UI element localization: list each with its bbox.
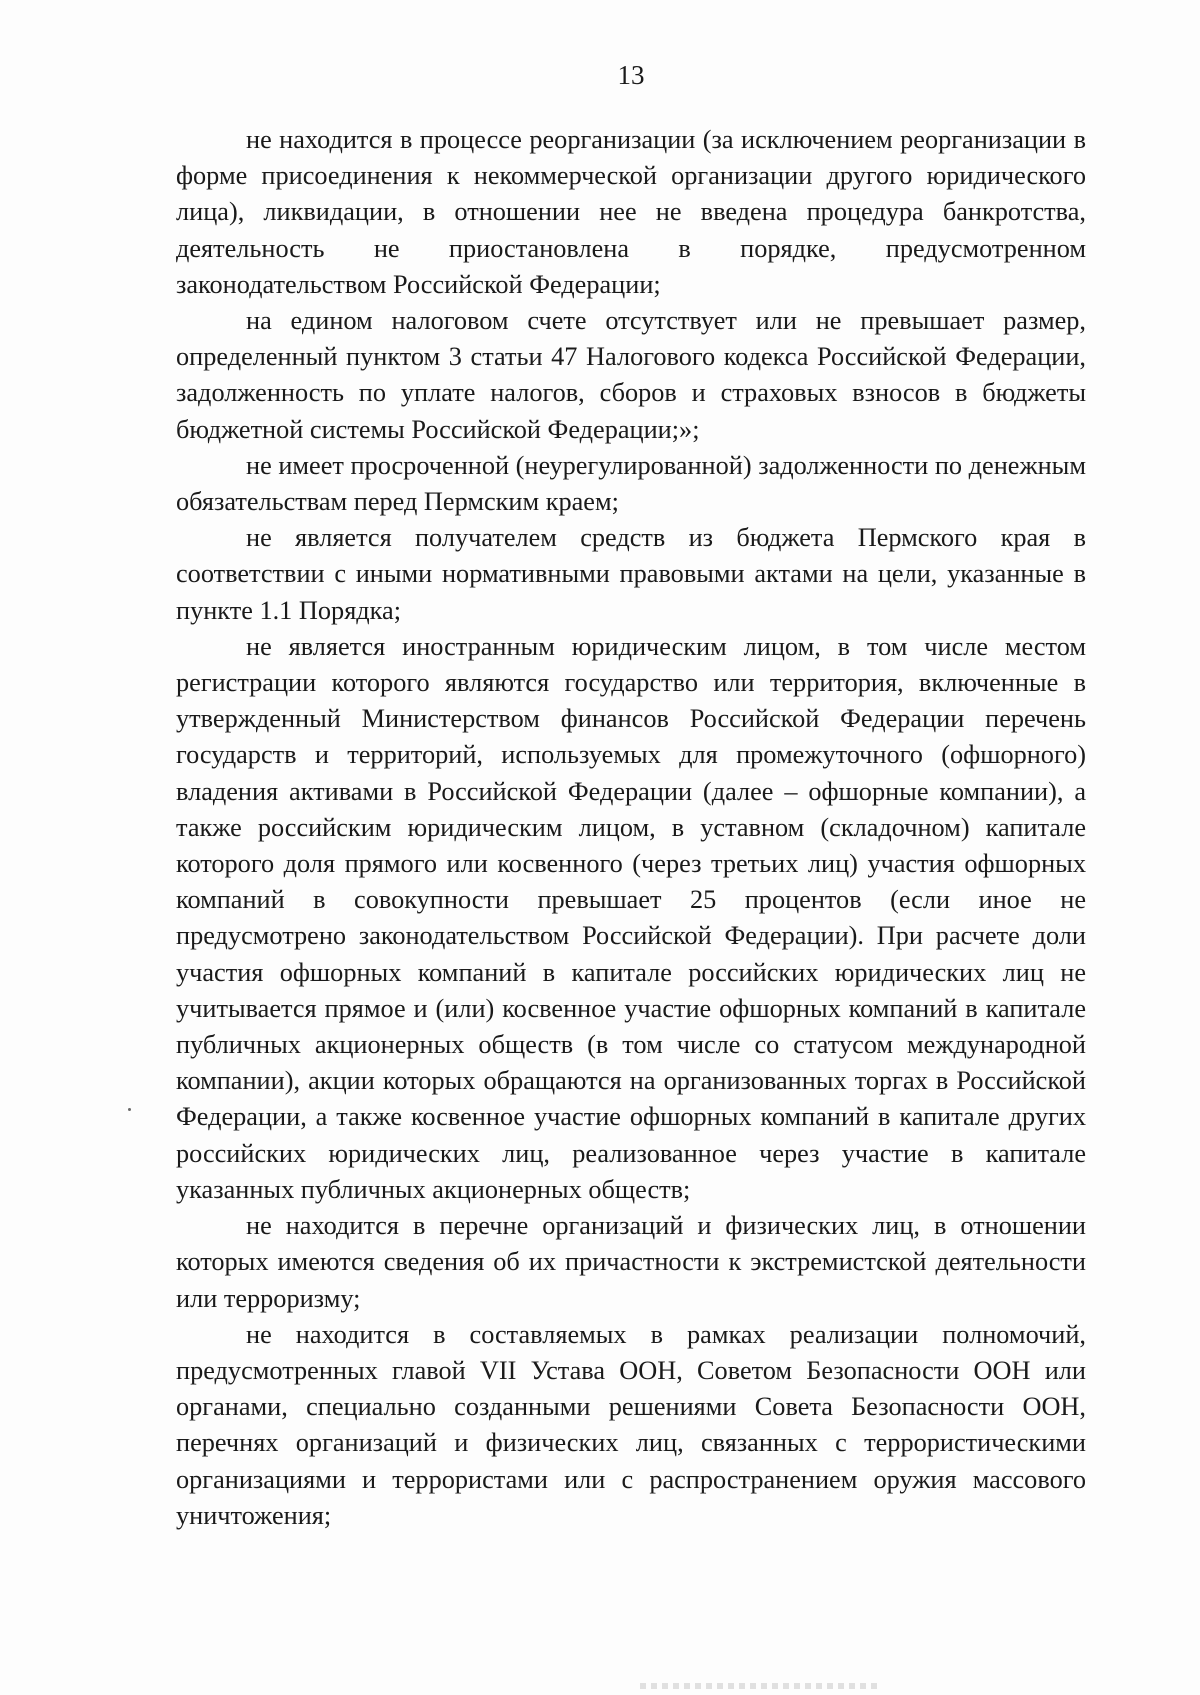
paragraph-tax-debt: на едином налоговом счете отсутствует или не превышает размер, определенный пунктом 3 статьи 47 Налогового кодекса Российской Федерации, задолженность по уплате налогов, сборов и страховых взносов в бюджеты бюджетной системы Российской Федерации;»; (176, 306, 1086, 444)
paragraph-reorganization: не находится в процессе реорганизации (за исключением реорганизации в форме присоединения к некоммерческой организации другого юридического лица), ликвидации, в отношении нее не введена процедура банкротства, деятельность не приостановлена в порядке, предусмотренном законодательством Российской Федерации; (176, 125, 1086, 299)
scan-bottom-artifact (640, 1683, 880, 1689)
paragraph-budget-funds: не является получателем средств из бюджета Пермского края в соответствии с иными нормативными правовыми актами на цели, указанные в пункте 1.1 Порядка; (176, 523, 1086, 625)
paragraph-offshore: не является иностранным юридическим лицом, в том числе местом регистрации которого являются государство или территория, включенные в утвержденный Министерством финансов Российской Федерации перечень государств и территорий, используемых для промежуточного (офшорного) владения активами в Российской Федерации (далее – офшорные компании), а также российским юридическим лицом, в уставном (складочном) капитале которого доля прямого или косвенного (через третьих лиц) участия офшорных компаний в совокупности превышает 25 процентов (если иное не предусмотрено законодательством Российской Федерации). При расчете доли участия офшорных компаний в капитале российских юридических лиц не учитывается прямое и (или) косвенное участие офшорных компаний в капитале публичных акционерных обществ (в том числе со статусом международной компании), акции которых обращаются на организованных торгах в Российской Федерации, а также косвенное участие офшорных компаний в капитале других российских юридических лиц, реализованное через участие в капитале указанных публичных акционерных обществ; (176, 631, 1086, 1204)
paragraph-un-lists: не находится в составляемых в рамках реализации полномочий, предусмотренных главой VII Устава ООН, Советом Безопасности ООН или органами, специально созданными решениями Совета Безопасности ООН, перечнях организаций и физических лиц, связанных с террористическими организациями и террористами или с распространением оружия массового уничтожения; (176, 1319, 1086, 1530)
page-number: 13 (617, 60, 645, 90)
paragraph-overdue-debt: не имеет просроченной (неурегулированной) задолженности по денежным обязательствам перед Пермским краем; (176, 450, 1086, 517)
scan-speck (128, 1108, 131, 1111)
document-body (176, 122, 1086, 1534)
paragraph-extremism-list: не находится в перечне организаций и физических лиц, в отношении которых имеются сведения об их причастности к экстремистской деятельности или терроризму; (176, 1211, 1086, 1313)
